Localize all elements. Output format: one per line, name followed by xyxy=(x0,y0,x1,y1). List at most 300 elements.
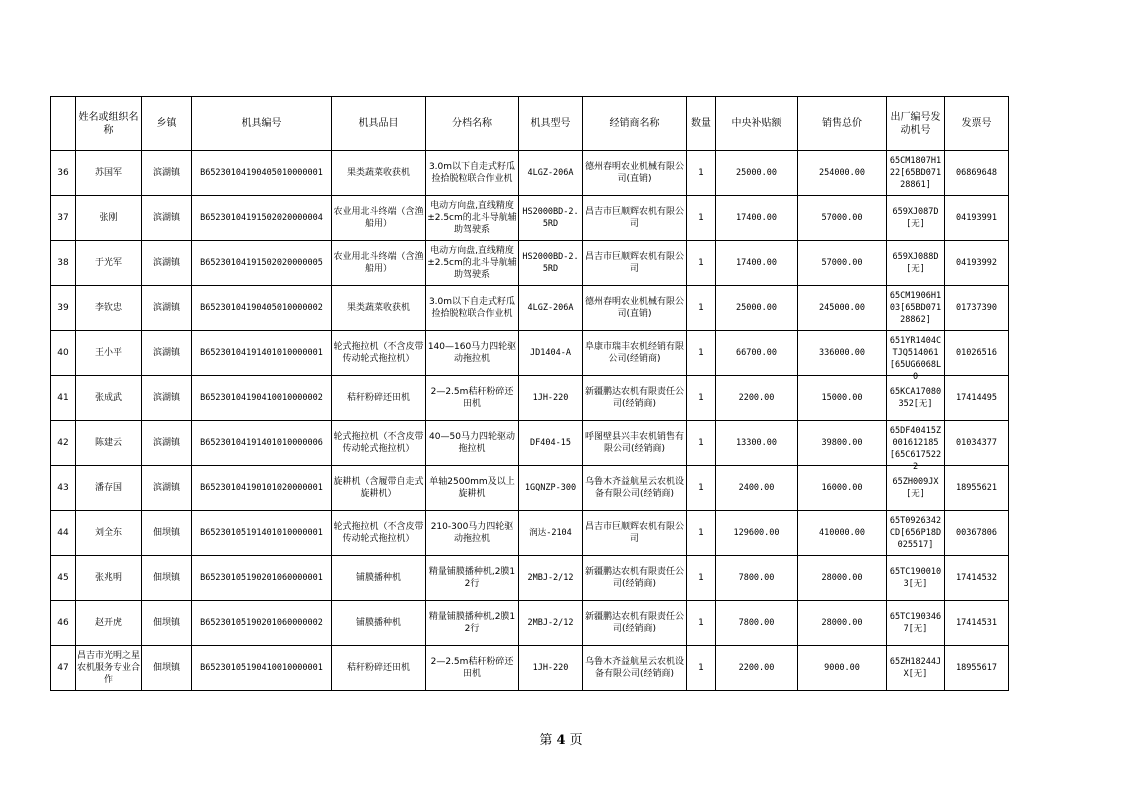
town: 滨湖镇 xyxy=(152,438,180,448)
quantity: 1 xyxy=(698,258,704,268)
footer-prefix: 第 xyxy=(539,733,553,748)
row-number-cell xyxy=(51,466,76,511)
central-subsidy-cell xyxy=(716,151,798,196)
machine-code-cell xyxy=(192,331,332,376)
machine-item-cell xyxy=(332,601,426,646)
quantity-cell xyxy=(687,556,716,601)
col-header-subsidy: 中央补贴额 xyxy=(716,97,798,151)
invoice-number: 17414531 xyxy=(956,618,997,628)
sales-total-cell xyxy=(798,286,887,331)
machine-model: 1GQNZP-300 xyxy=(524,483,577,493)
row-number: 42 xyxy=(57,438,69,448)
applicant-name-cell xyxy=(76,241,142,286)
central-subsidy-cell xyxy=(716,241,798,286)
grade-name: 3.0m以下自走式籽瓜捡拾脱粒联合作业机 xyxy=(428,297,516,319)
applicant-name: 于光军 xyxy=(94,258,122,268)
town: 滨湖镇 xyxy=(152,393,180,403)
col-header-total: 销售总价 xyxy=(798,97,887,151)
machine-item-cell xyxy=(332,196,426,241)
grade-name: 电动方向盘,直线精度±2.5cm的北斗导航辅助驾驶系 xyxy=(427,246,517,280)
town-cell xyxy=(142,151,192,196)
sales-total: 9000.00 xyxy=(824,663,860,673)
invoice-number-cell xyxy=(945,646,1009,691)
quantity-cell xyxy=(687,376,716,421)
machine-item: 秸秆粉碎还田机 xyxy=(346,663,410,673)
invoice-number-cell xyxy=(945,421,1009,466)
machine-model-cell xyxy=(519,646,583,691)
central-subsidy: 2200.00 xyxy=(738,663,775,673)
applicant-name: 张刚 xyxy=(99,213,118,223)
central-subsidy: 17400.00 xyxy=(736,258,777,268)
quantity: 1 xyxy=(698,438,704,448)
machine-code: B65230104191401010000001 xyxy=(200,348,323,358)
applicant-name-cell xyxy=(76,331,142,376)
sales-total: 28000.00 xyxy=(821,618,863,628)
invoice-number: 01034377 xyxy=(956,438,997,448)
applicant-name: 昌吉市光明之星农机服务专业合作 xyxy=(77,651,141,685)
serial-number: 651YR1404CTJQ514061[65UG6068L0 xyxy=(889,336,942,382)
col-header-model: 机具型号 xyxy=(519,97,583,151)
dealer-name: 乌鲁木齐益航星云农机设备有限公司(经销商) xyxy=(584,657,684,679)
invoice-number: 01737390 xyxy=(956,303,997,313)
quantity: 1 xyxy=(698,483,704,493)
sales-total-cell xyxy=(798,331,887,376)
central-subsidy-cell xyxy=(716,646,798,691)
grade-name-cell xyxy=(426,421,519,466)
grade-name-cell xyxy=(426,376,519,421)
applicant-name: 苏国军 xyxy=(94,168,122,178)
machine-code: B65230105191401010000001 xyxy=(200,528,323,538)
sales-total: 245000.00 xyxy=(818,303,866,313)
applicant-name-cell xyxy=(76,421,142,466)
quantity-cell xyxy=(687,286,716,331)
invoice-number-cell xyxy=(945,376,1009,421)
quantity-cell xyxy=(687,421,716,466)
footer-suffix: 页 xyxy=(569,733,583,748)
machine-code: B65230104191401010000006 xyxy=(200,438,323,448)
central-subsidy: 13300.00 xyxy=(736,438,777,448)
central-subsidy-cell xyxy=(716,511,798,556)
grade-name: 精量铺膜播种机,2膜12行 xyxy=(428,612,516,634)
quantity-cell xyxy=(687,511,716,556)
machine-model: HS2000BD-2.5RD xyxy=(522,207,579,229)
applicant-name: 陈建云 xyxy=(94,438,122,448)
row-number-cell xyxy=(51,376,76,421)
row-number: 43 xyxy=(57,483,69,493)
machine-item: 果类蔬菜收获机 xyxy=(346,168,410,178)
machine-item: 轮式拖拉机（不含皮带传动轮式拖拉机） xyxy=(333,342,424,364)
machine-code-cell xyxy=(192,511,332,556)
table-row xyxy=(51,556,1009,601)
quantity-cell xyxy=(687,331,716,376)
row-number-cell xyxy=(51,421,76,466)
applicant-name: 潘存国 xyxy=(94,483,122,493)
machine-model-cell xyxy=(519,376,583,421)
dealer-name-cell xyxy=(583,196,687,241)
invoice-number: 18955617 xyxy=(956,663,997,673)
dealer-name-cell xyxy=(583,556,687,601)
table-row xyxy=(51,376,1009,421)
invoice-number: 17414532 xyxy=(956,573,997,583)
invoice-number: 18955621 xyxy=(956,483,997,493)
machine-item-cell xyxy=(332,511,426,556)
serial-number-cell xyxy=(887,151,945,196)
dealer-name-cell xyxy=(583,601,687,646)
sales-total-cell xyxy=(798,421,887,466)
col-header-no xyxy=(51,97,76,151)
col-header-qty: 数量 xyxy=(687,97,716,151)
town: 滨湖镇 xyxy=(152,348,180,358)
quantity-cell xyxy=(687,466,716,511)
serial-number: 65TC1900103[无] xyxy=(889,567,942,589)
town: 佃坝镇 xyxy=(152,618,180,628)
subsidy-table xyxy=(50,96,1009,691)
serial-number: 65DF40415Z001612185[65C6175222 xyxy=(889,426,942,472)
serial-number: 65ZH009JX[无] xyxy=(892,477,939,499)
grade-name-cell xyxy=(426,511,519,556)
town: 滨湖镇 xyxy=(152,483,180,493)
machine-model-cell xyxy=(519,556,583,601)
quantity-cell xyxy=(687,151,716,196)
invoice-number-cell xyxy=(945,286,1009,331)
quantity: 1 xyxy=(698,303,704,313)
quantity: 1 xyxy=(698,213,704,223)
central-subsidy: 129600.00 xyxy=(733,528,780,538)
central-subsidy-cell xyxy=(716,556,798,601)
invoice-number: 04193991 xyxy=(956,213,997,223)
applicant-name-cell xyxy=(76,286,142,331)
grade-name-cell xyxy=(426,151,519,196)
serial-number-cell xyxy=(887,646,945,691)
applicant-name-cell xyxy=(76,151,142,196)
machine-model: DF404-15 xyxy=(530,438,571,448)
machine-code-cell xyxy=(192,376,332,421)
machine-item-cell xyxy=(332,286,426,331)
sales-total: 28000.00 xyxy=(821,573,863,583)
serial-number: 65T0926342CD[656P18D025517] xyxy=(889,516,942,550)
machine-item: 果类蔬菜收获机 xyxy=(346,303,410,313)
applicant-name: 李钦忠 xyxy=(94,303,122,313)
machine-code-cell xyxy=(192,241,332,286)
grade-name: 2—2.5m秸秆粉碎还田机 xyxy=(430,387,514,409)
sales-total: 57000.00 xyxy=(821,258,863,268)
machine-item-cell xyxy=(332,241,426,286)
invoice-number-cell xyxy=(945,556,1009,601)
machine-code: B65230104190405010000001 xyxy=(200,168,323,178)
dealer-name: 阜康市瑞丰农机经销有限公司(经销商) xyxy=(584,342,684,364)
sales-total-cell xyxy=(798,466,887,511)
row-number: 39 xyxy=(57,303,69,313)
quantity: 1 xyxy=(698,393,704,403)
machine-model: 4LGZ-206A xyxy=(527,303,574,313)
machine-model-cell xyxy=(519,466,583,511)
machine-code: B65230104191502020000004 xyxy=(200,213,323,223)
town-cell xyxy=(142,196,192,241)
sales-total: 410000.00 xyxy=(818,528,866,538)
machine-code-cell xyxy=(192,421,332,466)
row-number: 38 xyxy=(57,258,69,268)
central-subsidy-cell xyxy=(716,286,798,331)
machine-model-cell xyxy=(519,286,583,331)
machine-code: B65230104190410010000002 xyxy=(200,393,323,403)
invoice-number-cell xyxy=(945,196,1009,241)
applicant-name: 王小平 xyxy=(94,348,122,358)
machine-item: 农业用北斗终端（含渔船用） xyxy=(333,207,424,229)
central-subsidy-cell xyxy=(716,376,798,421)
serial-number-cell xyxy=(887,241,945,286)
town-cell xyxy=(142,601,192,646)
machine-item-cell xyxy=(332,556,426,601)
row-number: 40 xyxy=(57,348,69,358)
central-subsidy-cell xyxy=(716,466,798,511)
invoice-number: 01026516 xyxy=(956,348,997,358)
col-header-serial: 出厂编号发动机号 xyxy=(887,97,945,151)
machine-model-cell xyxy=(519,241,583,286)
machine-item: 铺膜播种机 xyxy=(355,573,401,583)
col-header-town: 乡镇 xyxy=(142,97,192,151)
dealer-name-cell xyxy=(583,646,687,691)
serial-number-cell xyxy=(887,556,945,601)
sales-total: 254000.00 xyxy=(818,168,866,178)
town-cell xyxy=(142,376,192,421)
dealer-name-cell xyxy=(583,331,687,376)
table-row xyxy=(51,286,1009,331)
col-header-invoice: 发票号 xyxy=(945,97,1009,151)
row-number: 37 xyxy=(57,213,69,223)
invoice-number-cell xyxy=(945,601,1009,646)
town-cell xyxy=(142,241,192,286)
row-number-cell xyxy=(51,601,76,646)
grade-name-cell xyxy=(426,241,519,286)
sales-total-cell xyxy=(798,376,887,421)
grade-name: 精量铺膜播种机,2膜12行 xyxy=(428,567,516,589)
sales-total: 336000.00 xyxy=(818,348,866,358)
dealer-name: 昌吉市巨顺辉农机有限公司 xyxy=(584,252,684,274)
row-number: 36 xyxy=(57,168,69,178)
quantity-cell xyxy=(687,646,716,691)
applicant-name-cell xyxy=(76,511,142,556)
table-row xyxy=(51,151,1009,196)
sales-total: 57000.00 xyxy=(821,213,863,223)
row-number-cell xyxy=(51,556,76,601)
machine-code: B65230105190201060000001 xyxy=(200,573,323,583)
machine-model: 2MBJ-2/12 xyxy=(527,618,574,628)
machine-model: 4LGZ-206A xyxy=(527,168,574,178)
row-number: 47 xyxy=(57,663,69,673)
dealer-name-cell xyxy=(583,376,687,421)
town: 佃坝镇 xyxy=(152,573,180,583)
machine-item-cell xyxy=(332,421,426,466)
machine-code-cell xyxy=(192,646,332,691)
invoice-number: 04193992 xyxy=(956,258,997,268)
central-subsidy-cell xyxy=(716,601,798,646)
machine-model-cell xyxy=(519,511,583,556)
grade-name-cell xyxy=(426,646,519,691)
central-subsidy-cell xyxy=(716,421,798,466)
central-subsidy: 2400.00 xyxy=(738,483,775,493)
serial-number: 65CM1906H103[65BD07128862] xyxy=(889,291,942,325)
dealer-name: 新疆鹏达农机有限责任公司(经销商) xyxy=(584,387,684,409)
machine-model: 2MBJ-2/12 xyxy=(527,573,574,583)
invoice-number: 06869648 xyxy=(956,168,997,178)
machine-model: 1JH-220 xyxy=(532,663,569,673)
row-number-cell xyxy=(51,196,76,241)
central-subsidy: 7800.00 xyxy=(738,573,775,583)
col-header-name: 姓名或组织名称 xyxy=(76,97,142,151)
dealer-name: 呼图壁县兴丰农机销售有限公司(经销商) xyxy=(584,432,684,454)
machine-model: 1JH-220 xyxy=(532,393,569,403)
serial-number-cell xyxy=(887,286,945,331)
machine-code: B65230105190201060000002 xyxy=(200,618,323,628)
applicant-name-cell xyxy=(76,466,142,511)
header-row xyxy=(51,97,1009,151)
machine-item: 铺膜播种机 xyxy=(355,618,401,628)
quantity: 1 xyxy=(698,168,704,178)
table-row xyxy=(51,466,1009,511)
quantity: 1 xyxy=(698,663,704,673)
row-number: 44 xyxy=(57,528,69,538)
machine-code: B65230104191502020000005 xyxy=(200,258,323,268)
town-cell xyxy=(142,556,192,601)
serial-number-cell xyxy=(887,601,945,646)
machine-code-cell xyxy=(192,556,332,601)
grade-name-cell xyxy=(426,601,519,646)
town-cell xyxy=(142,286,192,331)
row-number: 46 xyxy=(57,618,69,628)
row-number-cell xyxy=(51,331,76,376)
machine-item: 农业用北斗终端（含渔船用） xyxy=(333,252,424,274)
sales-total-cell xyxy=(798,196,887,241)
col-header-grade: 分档名称 xyxy=(426,97,519,151)
machine-code: B65230105190410010000001 xyxy=(200,663,323,673)
page-number: 4 xyxy=(556,733,566,748)
machine-code: B65230104190101020000001 xyxy=(200,483,323,493)
machine-model-cell xyxy=(519,421,583,466)
col-header-code: 机具编号 xyxy=(192,97,332,151)
quantity: 1 xyxy=(698,528,704,538)
grade-name-cell xyxy=(426,331,519,376)
table-row xyxy=(51,196,1009,241)
grade-name: 单轴2500mm及以上旋耕机 xyxy=(429,477,515,499)
applicant-name-cell xyxy=(76,646,142,691)
machine-code-cell xyxy=(192,286,332,331)
sales-total-cell xyxy=(798,556,887,601)
dealer-name-cell xyxy=(583,241,687,286)
quantity: 1 xyxy=(698,618,704,628)
machine-code: B65230104190405010000002 xyxy=(200,303,323,313)
row-number-cell xyxy=(51,286,76,331)
applicant-name-cell xyxy=(76,196,142,241)
town-cell xyxy=(142,421,192,466)
machine-model-cell xyxy=(519,601,583,646)
sales-total-cell xyxy=(798,511,887,556)
applicant-name: 赵开虎 xyxy=(94,618,122,628)
town-cell xyxy=(142,331,192,376)
grade-name-cell xyxy=(426,196,519,241)
applicant-name-cell xyxy=(76,601,142,646)
machine-item-cell xyxy=(332,646,426,691)
col-header-dealer: 经销商名称 xyxy=(583,97,687,151)
grade-name: 3.0m以下自走式籽瓜捡拾脱粒联合作业机 xyxy=(428,162,516,184)
invoice-number-cell xyxy=(945,331,1009,376)
dealer-name-cell xyxy=(583,511,687,556)
machine-code-cell xyxy=(192,466,332,511)
invoice-number-cell xyxy=(945,511,1009,556)
quantity-cell xyxy=(687,196,716,241)
quantity-cell xyxy=(687,241,716,286)
machine-item: 秸秆粉碎还田机 xyxy=(346,393,410,403)
applicant-name-cell xyxy=(76,376,142,421)
town: 滨湖镇 xyxy=(152,303,180,313)
col-header-item: 机具品目 xyxy=(332,97,426,151)
central-subsidy: 2200.00 xyxy=(738,393,775,403)
serial-number: 659XJ087D[无] xyxy=(892,207,939,229)
town: 滨湖镇 xyxy=(152,168,180,178)
serial-number-cell xyxy=(887,196,945,241)
serial-number: 65KCA17080352[无] xyxy=(889,387,942,409)
row-number-cell xyxy=(51,511,76,556)
central-subsidy-cell xyxy=(716,196,798,241)
serial-number-cell xyxy=(887,421,945,472)
serial-number: 659XJ088D[无] xyxy=(892,252,939,274)
row-number: 45 xyxy=(57,573,69,583)
machine-code-cell xyxy=(192,151,332,196)
town-cell xyxy=(142,646,192,691)
quantity: 1 xyxy=(698,573,704,583)
town-cell xyxy=(142,466,192,511)
machine-item: 旋耕机（含履带自走式旋耕机） xyxy=(333,477,424,499)
central-subsidy: 66700.00 xyxy=(736,348,777,358)
sales-total: 15000.00 xyxy=(821,393,863,403)
machine-item: 轮式拖拉机（不含皮带传动轮式拖拉机） xyxy=(333,432,424,454)
dealer-name: 新疆鹏达农机有限责任公司(经销商) xyxy=(584,567,684,589)
machine-code-cell xyxy=(192,601,332,646)
table-row xyxy=(51,646,1009,691)
table-row xyxy=(51,421,1009,466)
town: 滨湖镇 xyxy=(152,258,180,268)
invoice-number-cell xyxy=(945,151,1009,196)
machine-model: JD1404-A xyxy=(530,348,571,358)
central-subsidy: 17400.00 xyxy=(736,213,777,223)
invoice-number: 17414495 xyxy=(956,393,997,403)
quantity: 1 xyxy=(698,348,704,358)
grade-name-cell xyxy=(426,556,519,601)
table-row xyxy=(51,511,1009,556)
machine-item-cell xyxy=(332,376,426,421)
table-row xyxy=(51,241,1009,286)
town: 佃坝镇 xyxy=(152,663,180,673)
sales-total-cell xyxy=(798,241,887,286)
grade-name: 电动方向盘,直线精度±2.5cm的北斗导航辅助驾驶系 xyxy=(427,201,517,235)
grade-name: 40—50马力四轮驱动拖拉机 xyxy=(429,432,515,454)
serial-number: 65CM1807H122[65BD07128861] xyxy=(889,156,942,190)
sales-total: 16000.00 xyxy=(821,483,863,493)
machine-model-cell xyxy=(519,331,583,376)
table-body xyxy=(51,151,1009,691)
machine-model-cell xyxy=(519,196,583,241)
applicant-name: 刘全东 xyxy=(94,528,122,538)
grade-name-cell xyxy=(426,286,519,331)
invoice-number-cell xyxy=(945,241,1009,286)
quantity-cell xyxy=(687,601,716,646)
dealer-name-cell xyxy=(583,151,687,196)
machine-model-cell xyxy=(519,151,583,196)
row-number-cell xyxy=(51,646,76,691)
machine-model: HS2000BD-2.5RD xyxy=(522,252,579,274)
serial-number: 65TC1903467[无] xyxy=(889,612,942,634)
dealer-name-cell xyxy=(583,466,687,511)
dealer-name-cell xyxy=(583,286,687,331)
